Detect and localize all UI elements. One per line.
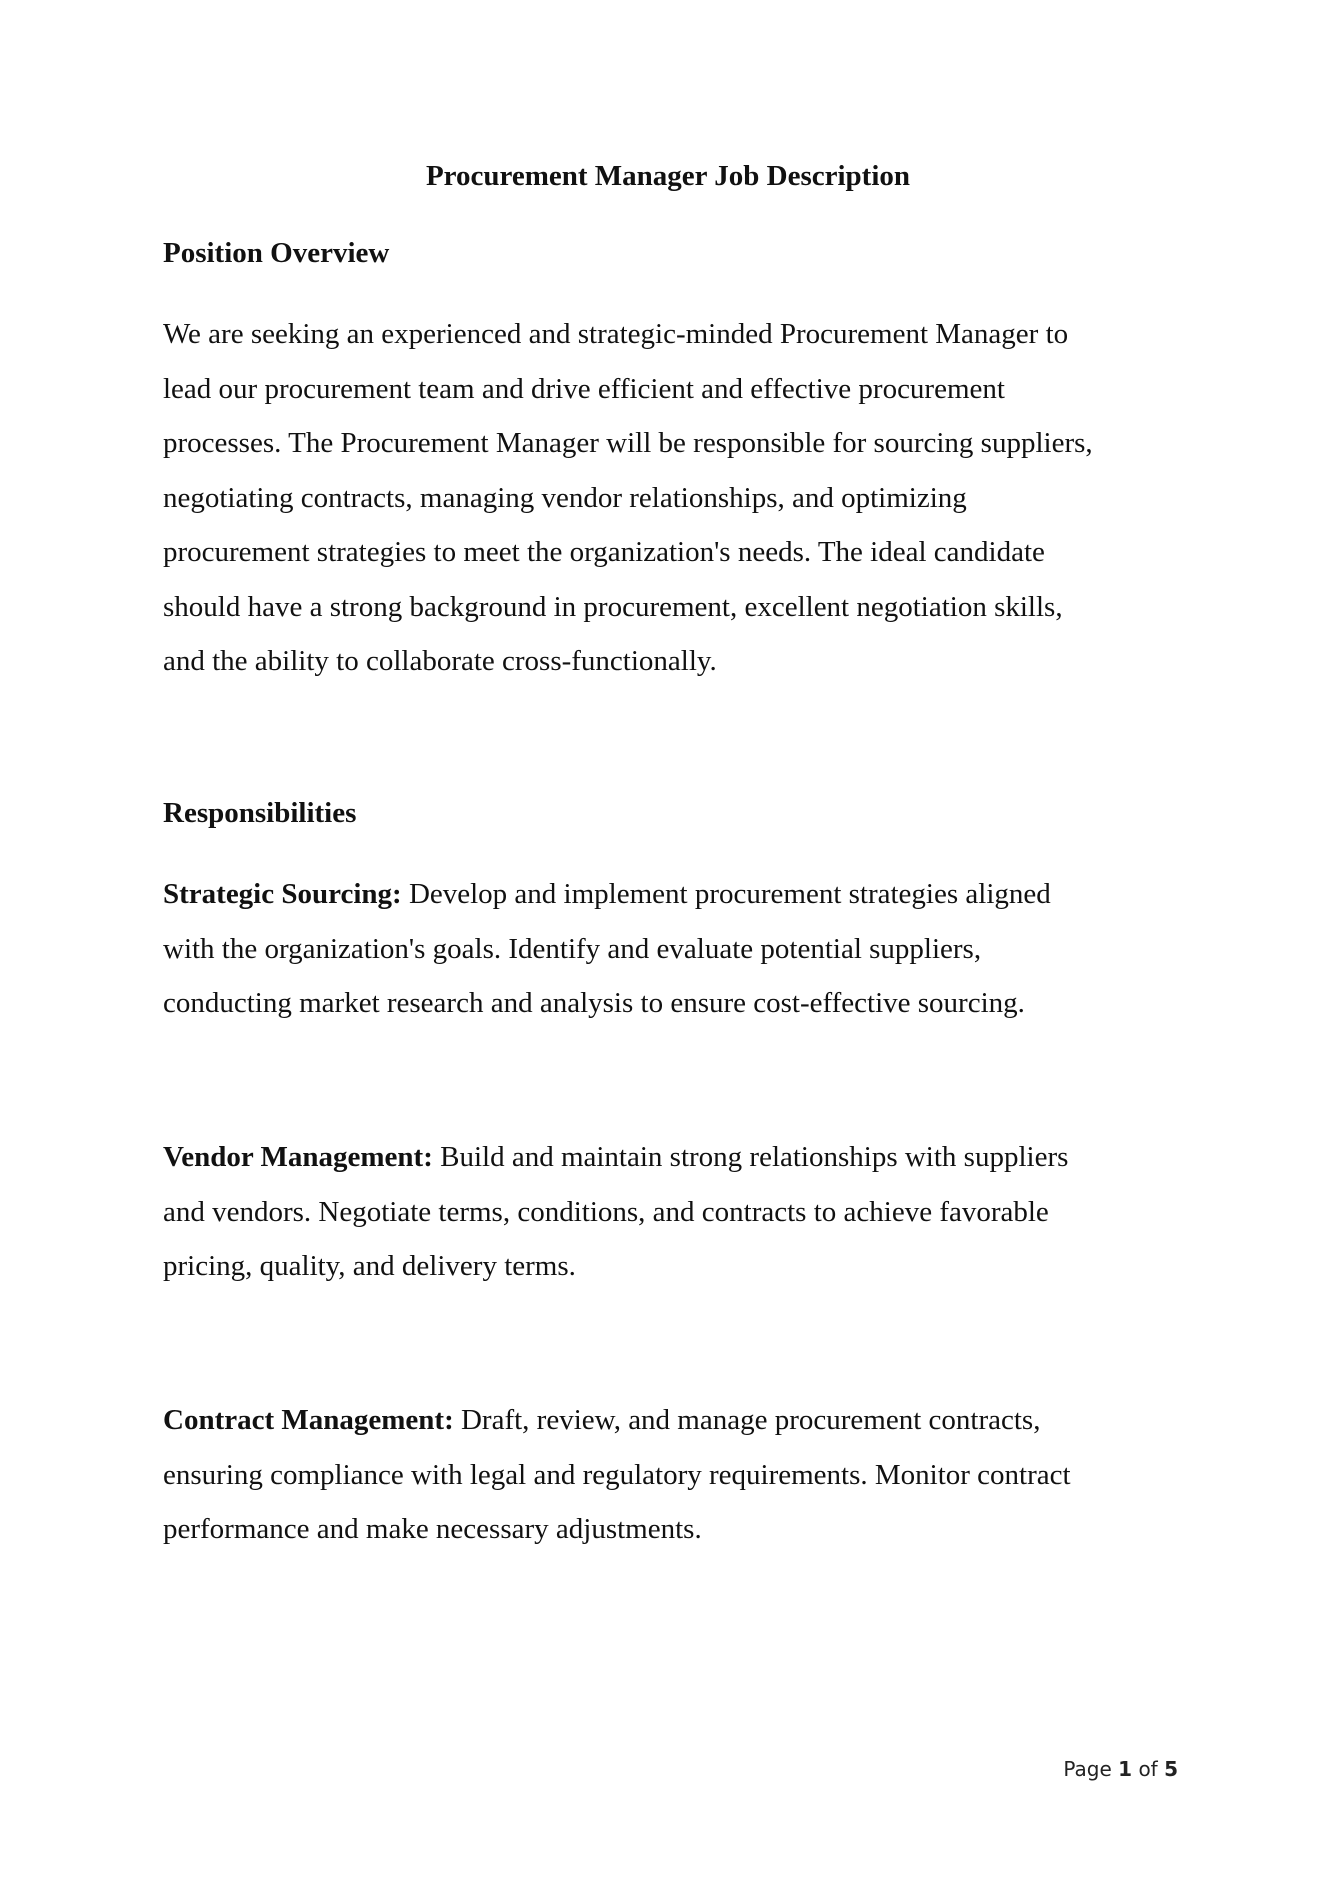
responsibility-text: Develop and implement procurement strategies aligned [401, 878, 1051, 910]
responsibility-text: Draft, review, and manage procurement contracts, [453, 1404, 1041, 1436]
overview-line: lead our procurement team and drive efficient and effective procurement [163, 372, 1005, 405]
responsibility-lead: Vendor Management: [163, 1141, 433, 1173]
responsibility-contract-management [163, 1393, 1203, 1557]
section-heading-responsibilities: Responsibilities [163, 797, 357, 829]
responsibility-line: and vendors. Negotiate terms, conditions, and contracts to achieve favorable [163, 1195, 1049, 1228]
section-heading-overview: Position Overview [163, 237, 390, 269]
responsibility-vendor-management [163, 1130, 1203, 1294]
overview-line: procurement strategies to meet the organization's needs. The ideal candidate [163, 536, 1045, 568]
page-number [1063, 1757, 1178, 1781]
responsibility-lead: Strategic Sourcing: [163, 878, 402, 910]
page-label: Page [1063, 1757, 1112, 1781]
responsibility-line: ensuring compliance with legal and regulatory requirements. Monitor contract [163, 1458, 1071, 1491]
of-label: of [1138, 1757, 1158, 1781]
responsibility-first-line [163, 867, 1203, 922]
responsibility-line: pricing, quality, and delivery terms. [163, 1250, 576, 1282]
overview-paragraph [163, 307, 1203, 689]
responsibility-lead: Contract Management: [163, 1404, 454, 1436]
responsibility-line: conducting market research and analysis to ensure cost-effective sourcing. [163, 987, 1025, 1019]
overview-line: should have a strong background in procurement, excellent negotiation skills, [163, 590, 1063, 623]
overview-line: negotiating contracts, managing vendor relationships, and optimizing [163, 481, 967, 514]
total-pages-number: 5 [1164, 1757, 1178, 1781]
responsibility-first-line [163, 1393, 1203, 1448]
responsibility-strategic-sourcing [163, 867, 1203, 1031]
document-title: Procurement Manager Job Description [425, 160, 911, 192]
current-page-number: 1 [1118, 1757, 1133, 1781]
responsibility-line: performance and make necessary adjustments. [163, 1513, 702, 1545]
responsibility-line: with the organization's goals. Identify and evaluate potential suppliers, [163, 932, 982, 965]
responsibility-text: Build and maintain strong relationships with suppliers [432, 1141, 1069, 1173]
overview-line: processes. The Procurement Manager will be responsible for sourcing suppliers, [163, 427, 1093, 459]
overview-line: and the ability to collaborate cross-functionally. [163, 645, 717, 677]
responsibility-first-line [163, 1130, 1203, 1185]
overview-line: We are seeking an experienced and strategic-minded Procurement Manager to [163, 318, 1069, 350]
